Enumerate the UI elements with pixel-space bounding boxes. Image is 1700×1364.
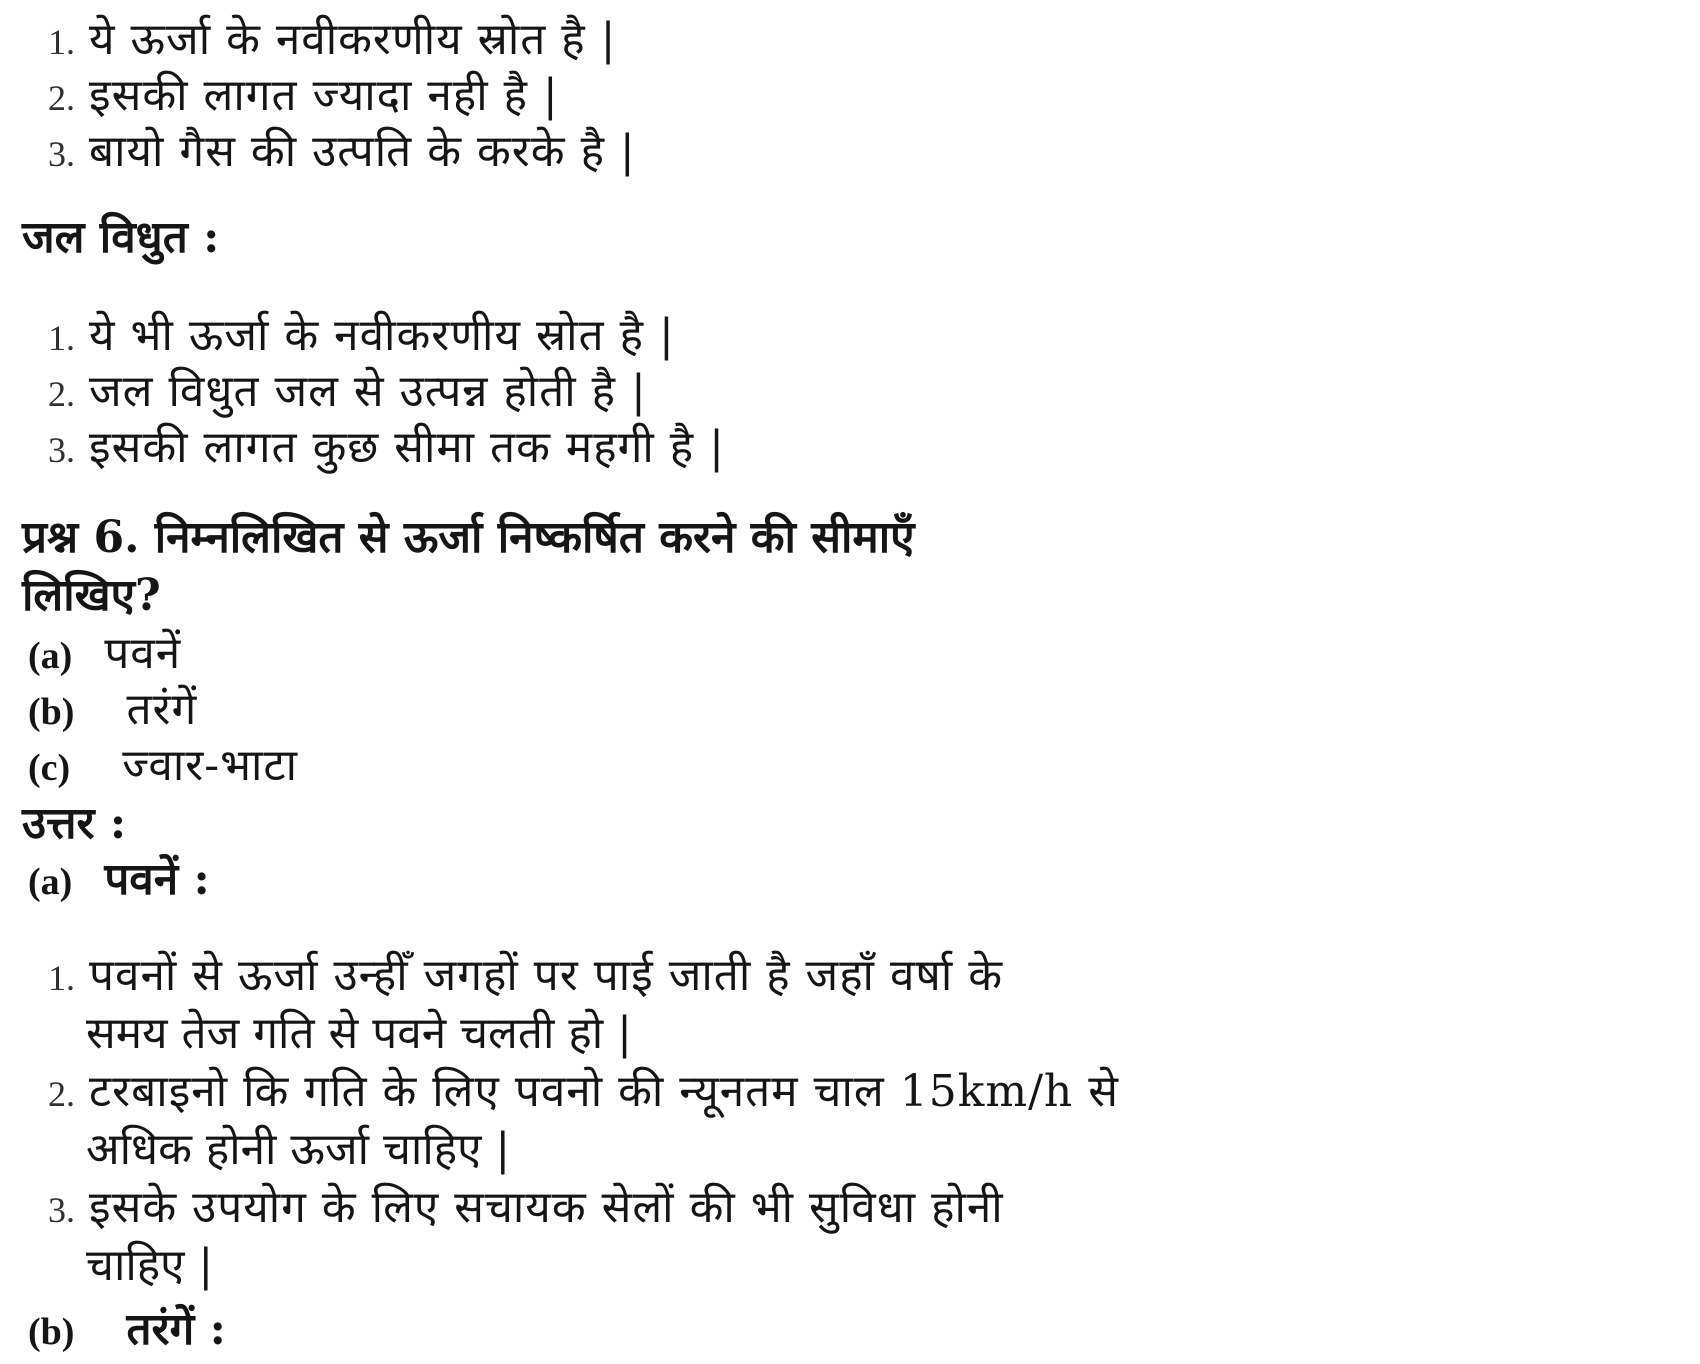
list-number: 2.	[48, 1074, 75, 1114]
list-text: बायो गैस की उत्पति के करके है |	[89, 126, 636, 177]
option-item	[28, 682, 197, 740]
list-number: 3.	[48, 134, 75, 174]
question-title-continued: लिखिए?	[22, 570, 161, 621]
list-number: 2.	[48, 78, 75, 118]
list-item	[48, 364, 647, 422]
section-heading: जल विधुत :	[22, 212, 220, 263]
list-text: पवनों से ऊर्जा उन्हीँ जगहों पर पाई जाती है जहाँ वर्षा के	[89, 950, 1004, 1001]
list-item	[48, 1064, 1119, 1122]
part-label: (a)	[28, 861, 73, 903]
list-text: इसकी लागत कुछ सीमा तक महगी है |	[89, 422, 725, 473]
list-text: टरबाइनो कि गति के लिए पवनो की न्यूनतम चाल 15km/h से	[89, 1066, 1119, 1117]
list-number: 3.	[48, 1190, 75, 1230]
option-label: (c)	[28, 747, 71, 789]
part-title: तरंगें :	[126, 1304, 226, 1355]
list-item	[48, 948, 1003, 1006]
list-text: ये ऊर्जा के नवीकरणीय स्रोत है |	[89, 14, 617, 65]
list-text: इसकी लागत ज्यादा नही है |	[89, 70, 559, 121]
option-text: तरंगें	[126, 684, 198, 735]
option-text: पवनें	[104, 628, 182, 679]
list-item	[48, 124, 636, 182]
list-item	[48, 12, 616, 70]
list-number: 2.	[48, 374, 75, 414]
list-text-continued: अधिक होनी ऊर्जा चाहिए |	[86, 1124, 511, 1175]
list-item	[48, 68, 559, 126]
answer-part-heading	[28, 852, 210, 910]
list-item	[48, 420, 725, 478]
list-text-continued: चाहिए |	[86, 1240, 214, 1291]
list-text: इसके उपयोग के लिए सचायक सेलों की भी सुविधा होनी	[89, 1182, 1004, 1233]
option-label: (b)	[28, 691, 75, 733]
part-label: (b)	[28, 1311, 75, 1353]
list-text-continued: समय तेज गति से पवने चलती हो |	[86, 1008, 632, 1059]
list-number: 1.	[48, 318, 75, 358]
option-label: (a)	[28, 635, 73, 677]
list-number: 1.	[48, 958, 75, 998]
list-number: 3.	[48, 430, 75, 470]
answer-part-heading	[28, 1302, 226, 1360]
option-item	[28, 738, 298, 796]
list-text: ये भी ऊर्जा के नवीकरणीय स्रोत है |	[89, 310, 675, 361]
question-title: प्रश्न 6. निम्नलिखित से ऊर्जा निष्कर्षित करने की सीमाएँ	[22, 512, 915, 563]
option-text: ज्वार-भाटा	[122, 740, 298, 791]
option-item	[28, 626, 181, 684]
answer-heading: उत्तर :	[22, 798, 127, 849]
list-item	[48, 308, 675, 366]
part-title: पवनें :	[104, 854, 210, 905]
list-item	[48, 1180, 1004, 1238]
list-text: जल विधुत जल से उत्पन्न होती है |	[89, 366, 647, 417]
list-number: 1.	[48, 22, 75, 62]
